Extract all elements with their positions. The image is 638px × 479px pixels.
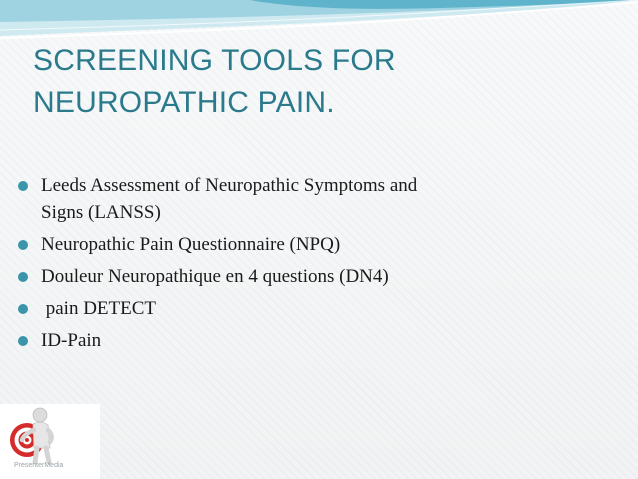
bullet-text: Leeds Assessment of Neuropathic Symptoms and xyxy=(41,175,418,196)
bullet-text: ID-Pain xyxy=(41,330,102,351)
clipart-watermark: PresenterMedia xyxy=(14,462,64,469)
bullet-item-id-pain xyxy=(16,327,576,354)
bullet-item-npq xyxy=(16,231,576,258)
slide-title xyxy=(33,40,593,124)
slide-title-line: SCREENING TOOLS FOR xyxy=(33,44,396,77)
bullet-dot-icon xyxy=(18,336,28,346)
bullet-dot-icon xyxy=(18,240,28,250)
bullet-item-dn4 xyxy=(16,263,576,290)
bullet-list xyxy=(16,172,576,359)
target-figure-icon xyxy=(0,404,100,466)
bullet-text: pain DETECT xyxy=(41,298,157,319)
bullet-dot-icon xyxy=(18,304,28,314)
bullet-item-pain-detect xyxy=(16,295,576,322)
bullet-text: Neuropathic Pain Questionnaire (NPQ) xyxy=(41,234,341,255)
bullet-dot-icon xyxy=(18,272,28,282)
bullet-item-lanss xyxy=(16,172,576,226)
bullet-text-continuation: Signs (LANSS) xyxy=(41,202,161,223)
bullet-text: Douleur Neuropathique en 4 questions (DN4) xyxy=(41,266,389,287)
bullet-dot-icon xyxy=(18,181,28,191)
slide-title-line: NEUROPATHIC PAIN. xyxy=(33,86,335,119)
